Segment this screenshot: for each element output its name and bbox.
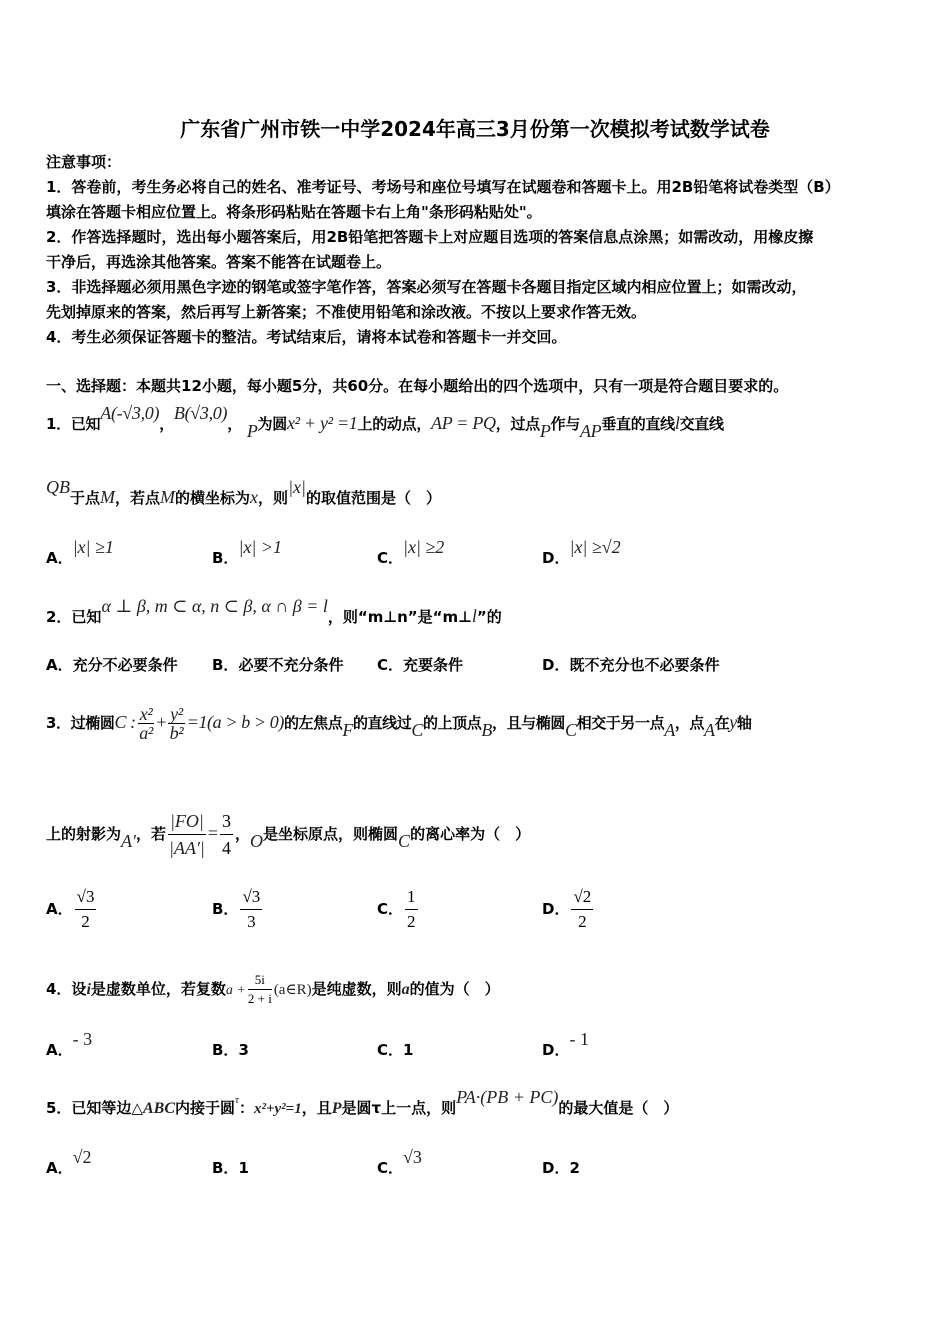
option-label: A． [46,1041,73,1059]
q5-option-a[interactable] [46,1147,92,1178]
q-text: 的值为（ ） [409,980,500,998]
option-label: C． [377,549,404,567]
math: y [729,712,737,732]
q-text: 垂直的直线 [601,415,675,433]
q-text: ，过点 [495,415,540,433]
math: l [674,413,680,433]
math: C [565,720,577,740]
q-text: 的离心率为（ ） [410,825,531,843]
option-label: B． [212,656,239,674]
option-value: |x| ≥√2 [569,537,621,557]
math: F [342,720,353,740]
math: ABC [142,1100,175,1117]
q4-option-c[interactable] [377,1039,413,1060]
q-text: 的左焦点 [283,714,343,732]
option-value: 1 [403,1041,414,1059]
math: x²+y²=1 [253,1101,302,1117]
q4-option-a[interactable] [46,1029,93,1060]
q4-option-d[interactable] [542,1029,589,1060]
math: i [86,981,91,998]
option-label: A． [46,656,73,674]
question-3-cont [46,803,530,864]
question-2 [46,596,502,627]
q-text: 的上顶点 [422,714,482,732]
math: τ [235,1094,239,1106]
math: A′ [121,831,136,851]
denominator: a² [139,723,153,743]
numerator: 5i [248,971,272,990]
q-text: 于点 [70,489,101,507]
fraction [220,808,233,861]
fraction [240,885,262,934]
option-value: 3 [238,1041,249,1059]
q-text: ”的 [476,608,502,626]
option-value: - 1 [569,1029,589,1049]
math: M [100,487,116,507]
denominator: 4 [222,838,232,858]
fraction [75,885,97,934]
q-text: 的最大值是（ ） [558,1099,679,1117]
note-line: 干净后，再选涂其他答案。答案不能答在试题卷上。 [46,253,392,271]
math: l [471,606,477,626]
option-label: D． [542,900,570,918]
option-value: 既不充分也不必要条件 [569,656,720,674]
denominator: 2 [578,912,587,931]
math: x² + y² =1 [286,413,358,433]
math: C [398,831,411,851]
math: x [250,487,259,507]
fraction [168,808,206,861]
q-text: ，且 [301,1099,332,1117]
q3-option-b[interactable] [212,885,264,934]
numerator: |FO| [168,808,206,835]
numerator: x² [139,704,153,724]
q-text: 上一点，则 [381,1099,457,1117]
math: P [331,1100,342,1117]
option-label: D． [542,1159,570,1177]
note-line: 2．作答选择题时，选出每小题答案后，用2B铅笔把答题卡上对应题目选项的答案信息点涂黑；如需改动，用橡皮擦 [46,228,814,246]
math: AP = PQ [431,413,496,433]
q-text: 1．已知 [46,415,101,433]
denominator: |AA′| [169,838,205,858]
option-label: B． [212,1159,239,1177]
q-text: 的直线过 [352,714,412,732]
note-line: 1．答卷前，考生务必将自己的姓名、准考证号、考场号和座位号填写在试题卷和答题卡上。用2B铅笔将试卷类型（B） [46,178,840,196]
denominator: b² [169,723,184,743]
q3-option-c[interactable] [377,885,420,934]
q-text: 上的动点， [357,415,432,433]
option-label: D． [542,549,570,567]
q-text: 为圆 [257,415,287,433]
option-label: C． [377,656,404,674]
page-title: 广东省广州市铁一中学2024年高三3月份第一次模拟考试数学试卷 [180,117,770,141]
math: A [664,720,675,740]
q-text: 5．已知等边△ [46,1099,143,1117]
q-text: 是纯虚数，则 [311,980,402,998]
denominator: 2 [81,912,90,931]
q-text: 交直线 [679,415,724,433]
fraction [168,705,185,742]
q-text: 在 [714,714,730,732]
math: =1(a > b > 0) [186,712,284,732]
option-value: 2 [569,1159,580,1177]
notes-heading: 注意事项： [46,153,122,171]
q1-option-d[interactable] [542,537,621,568]
section-heading: 一、选择题：本题共12小题，每小题5分，共60分。在每小题给出的四个选项中，只有一项是符合题目要求的。 [46,377,789,395]
q-text: ： [238,1099,254,1117]
math: QB [46,477,70,497]
math: P [246,421,258,441]
q-text: 3．过椭圆 [46,714,115,732]
q5-option-c[interactable] [377,1147,422,1178]
math: B [481,720,492,740]
question-1-cont [46,477,441,508]
q1-option-a[interactable] [46,537,114,568]
note-line: 填涂在答题卡相应位置上。将条形码粘贴在答题卡右上角"条形码粘贴处"。 [46,203,542,221]
math: a [401,981,410,998]
q2-option-b[interactable] [212,654,343,675]
q-text: 是虚数单位，若复数 [90,980,226,998]
numerator: 1 [405,885,418,910]
q-text: 作与 [550,415,580,433]
q5-option-d[interactable] [542,1157,580,1178]
option-label: A． [46,900,73,918]
math: |x| [288,477,306,497]
q-text: ， [227,415,242,433]
q1-option-b[interactable] [212,537,282,568]
q-text: ， [159,415,174,433]
numerator: √3 [75,885,97,910]
q3-option-d[interactable] [542,885,595,934]
question-3 [46,702,751,743]
option-value: 必要不充分条件 [238,656,344,674]
math: A [704,720,715,740]
q-text: 是圆 [341,1099,372,1117]
option-label: C． [377,1159,404,1177]
q-text: 是坐标原点，则椭圆 [263,825,399,843]
option-value: √3 [403,1147,422,1167]
q2-option-d[interactable] [542,654,719,675]
note-line: 先划掉原来的答案，然后再写上新答案；不准使用铅笔和涂改液。不按以上要求作答无效。 [46,303,647,321]
math: AP [579,421,602,441]
option-label: B． [212,900,239,918]
denominator: 3 [247,912,256,931]
math: M [160,487,176,507]
q2-option-a[interactable] [46,654,178,675]
q-text: 轴 [736,714,752,732]
option-value: √2 [72,1147,92,1167]
option-label: A． [46,549,73,567]
q-text: ， [235,825,251,843]
option-label: C． [377,1041,404,1059]
option-value: 1 [238,1159,249,1177]
option-label: D． [542,656,570,674]
q-text: ，且与椭圆 [491,714,565,732]
math: C [411,720,423,740]
q-text: ，若点 [115,489,161,507]
math: (a∈R) [273,982,312,998]
numerator: √3 [240,885,262,910]
q-text: ，则 [258,489,289,507]
math: O [250,831,264,851]
option-label: D． [542,1041,570,1059]
q3-option-a[interactable] [46,885,98,934]
q4-option-b[interactable] [212,1039,249,1060]
q-text: 相交于另一点 [576,714,665,732]
question-1 [46,403,724,441]
math: P [539,421,551,441]
math: a + [225,983,246,998]
numerator: √2 [571,885,593,910]
q-text: 的横坐标为 [175,489,251,507]
q5-option-b[interactable] [212,1157,249,1178]
q-text: 4．设 [46,980,87,998]
note-line: 3．非选择题必须用黑色字迹的钢笔或签字笔作答，答案必须写在答题卡各题目指定区域内相应位置上；如需改动， [46,278,807,296]
option-label: B． [212,1041,239,1059]
option-value: |x| >1 [238,537,282,557]
option-label: B． [212,549,239,567]
numerator: 3 [220,808,233,835]
fraction [138,705,155,742]
math: α ⊥ β, m ⊂ α, n ⊂ β, α ∩ β = l [101,596,328,616]
math: PA·(PB + PC) [456,1087,559,1107]
q1-option-c[interactable] [377,537,445,568]
option-value: - 3 [72,1029,93,1049]
option-value: 充分不必要条件 [72,656,178,674]
option-value: |x| ≥2 [403,537,445,557]
math: B(√3,0) [173,403,228,423]
math: τ [371,1099,382,1117]
math: A(-√3,0) [100,403,160,423]
option-label: A． [46,1159,73,1177]
denominator: 2 [407,912,416,931]
fraction [405,885,418,934]
q-text: ，若 [135,825,166,843]
q-text: 上的射影为 [46,825,122,843]
math: + [156,712,167,732]
math: C : [114,712,136,732]
q-text: 2．已知 [46,608,102,626]
q-text: ，则“m⊥n”是“m⊥ [327,608,472,626]
q-text: ，点 [674,714,705,732]
question-5 [46,1087,679,1120]
q-text: 的取值范围是（ ） [305,489,441,507]
math: = [207,823,219,843]
question-4 [46,969,500,1011]
option-value: |x| ≥1 [72,537,114,557]
denominator: 2 + i [247,991,272,1006]
option-label: C． [377,900,404,918]
option-value: 充要条件 [403,656,464,674]
q2-option-c[interactable] [377,654,463,675]
note-line: 4．考生必须保证答题卡的整洁。考试结束后，请将本试卷和答题卡一并交回。 [46,328,567,346]
fraction [571,885,593,934]
q-text: 内接于圆 [175,1099,236,1117]
fraction [248,971,272,1008]
numerator: y² [170,704,183,724]
